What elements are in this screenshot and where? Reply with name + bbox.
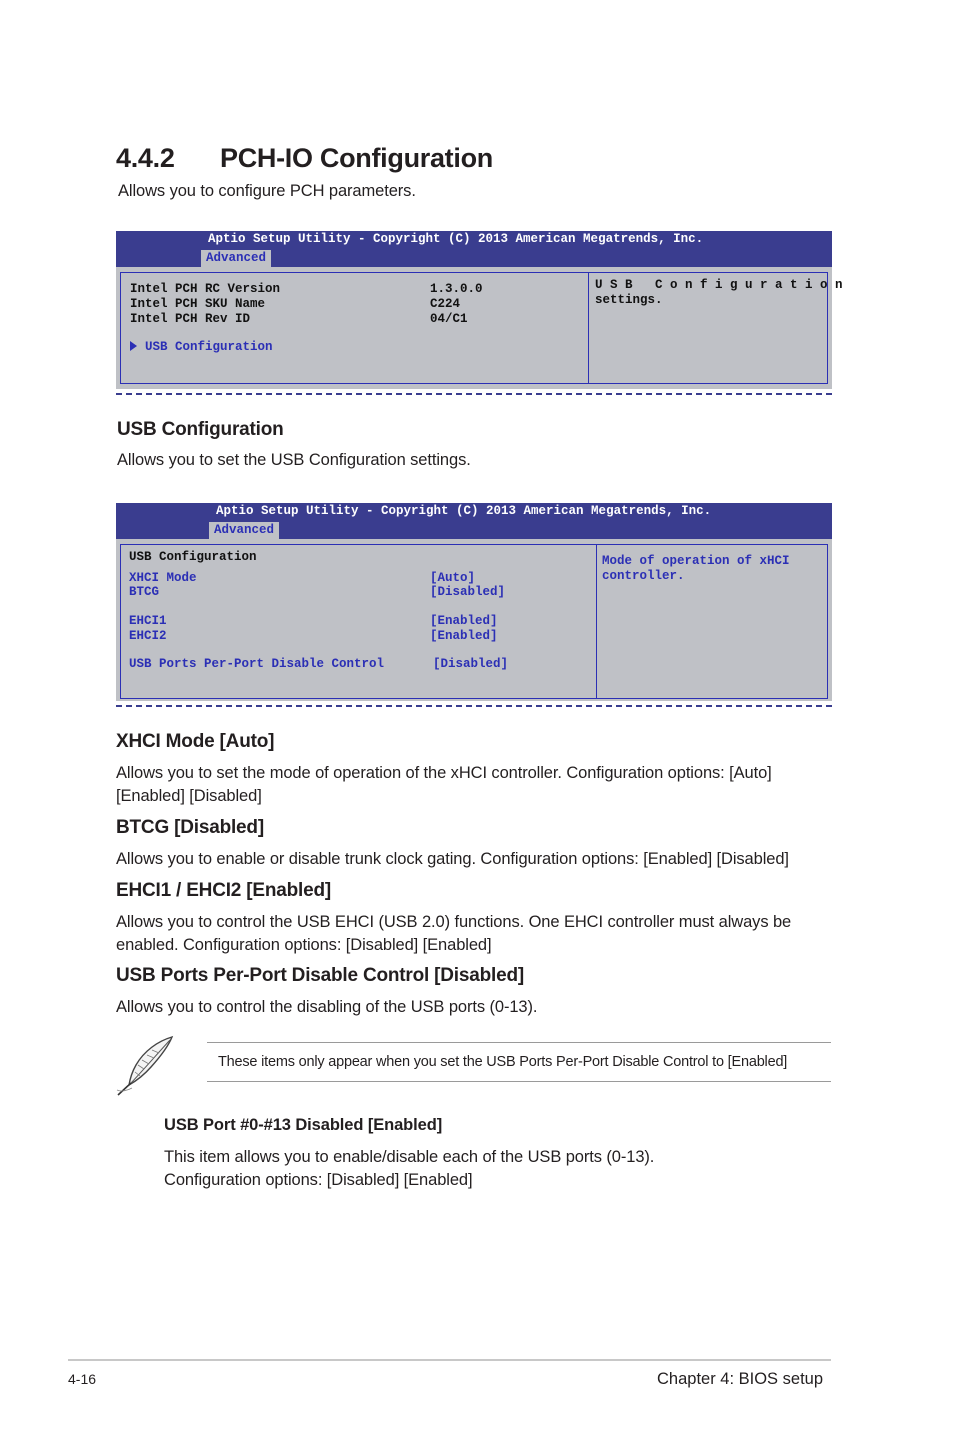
bios-body xyxy=(116,539,832,701)
pch-rc-version-value: 1.3.0.0 xyxy=(430,282,483,296)
btcg-heading: BTCG [Disabled] xyxy=(116,817,264,838)
usb-port-line2: Configuration options: [Disabled] [Enabled] xyxy=(164,1171,473,1189)
ehci-heading: EHCI1 / EHCI2 [Enabled] xyxy=(116,880,331,901)
ehci2-value[interactable]: [Enabled] xyxy=(430,629,498,643)
feather-quill-icon xyxy=(114,1035,176,1097)
usb-port-heading: USB Port #0-#13 Disabled [Enabled] xyxy=(164,1116,443,1134)
help-text: U S B C o n f i g u r a t i o n settings. xyxy=(595,278,843,307)
tab-advanced[interactable]: Advanced xyxy=(209,522,279,539)
bios-body xyxy=(116,267,843,389)
bios-header xyxy=(116,231,832,267)
page-number: 4-16 xyxy=(68,1371,97,1387)
ehci-text: Allows you to control the USB EHCI (USB 2.0) functions. One EHCI controller must always be enabled. Configuration options: [Disabled] [Enabled] xyxy=(116,913,792,954)
note-bottom-rule xyxy=(207,1081,831,1082)
btcg-value[interactable]: [Disabled] xyxy=(430,585,506,599)
xhci-mode-label[interactable]: XHCI Mode xyxy=(129,571,197,585)
bios-bottom-divider xyxy=(116,393,832,395)
bios-header-title: Aptio Setup Utility - Copyright (C) 2013 American Megatrends, Inc. xyxy=(208,232,704,246)
note-text: These items only appear when you set the USB Ports Per-Port Disable Control to [Enabled] xyxy=(218,1054,788,1070)
bios-main-panel xyxy=(120,272,589,384)
pch-rev-id-value: 04/C1 xyxy=(430,312,468,326)
bios-help-panel xyxy=(588,272,843,384)
pch-rc-version-label: Intel PCH RC Version xyxy=(130,282,281,296)
tab-advanced[interactable]: Advanced xyxy=(201,250,271,267)
btcg-label[interactable]: BTCG xyxy=(129,585,160,599)
bios-help-panel xyxy=(596,544,828,699)
bios-screen-usb xyxy=(116,503,832,709)
section-number: 4.4.2 xyxy=(116,143,175,173)
per-port-disable-label[interactable]: USB Ports Per-Port Disable Control xyxy=(129,657,385,671)
usb-port-line1: This item allows you to enable/disable each of the USB ports (0-13). xyxy=(164,1148,655,1166)
note-top-rule xyxy=(207,1042,831,1043)
usb-config-intro: Allows you to set the USB Configuration settings. xyxy=(117,451,471,469)
bios-screen-pch xyxy=(116,231,843,397)
btcg-text: Allows you to enable or disable trunk clock gating. Configuration options: [Enabled] [Disabled] xyxy=(116,850,789,868)
pch-sku-name-label: Intel PCH SKU Name xyxy=(130,297,266,311)
ehci1-value[interactable]: [Enabled] xyxy=(430,614,498,628)
bios-main-panel xyxy=(120,544,598,699)
xhci-mode-heading: XHCI Mode [Auto] xyxy=(116,731,275,752)
bios-header xyxy=(116,503,832,539)
bios-bottom-divider xyxy=(116,705,832,707)
usb-configuration-submenu[interactable]: USB Configuration xyxy=(145,340,273,354)
ehci2-label[interactable]: EHCI2 xyxy=(129,629,167,643)
submenu-arrow-icon xyxy=(130,341,137,351)
pch-sku-name-value: C224 xyxy=(430,297,461,311)
ehci1-label[interactable]: EHCI1 xyxy=(129,614,167,628)
bios-header-title: Aptio Setup Utility - Copyright (C) 2013 American Megatrends, Inc. xyxy=(216,504,712,518)
xhci-mode-value[interactable]: [Auto] xyxy=(430,571,476,585)
per-port-text: Allows you to control the disabling of the USB ports (0-13). xyxy=(116,998,538,1016)
per-port-heading: USB Ports Per-Port Disable Control [Disabled] xyxy=(116,965,525,986)
usb-config-heading: USB Configuration xyxy=(117,419,284,440)
section-intro: Allows you to configure PCH parameters. xyxy=(118,182,416,200)
usb-config-title: USB Configuration xyxy=(129,550,257,564)
help-text: Mode of operation of xHCI controller. xyxy=(602,554,790,583)
per-port-disable-value[interactable]: [Disabled] xyxy=(433,657,509,671)
footer-rule xyxy=(68,1359,831,1361)
pch-rev-id-label: Intel PCH Rev ID xyxy=(130,312,251,326)
xhci-mode-text: Allows you to set the mode of operation of the xHCI controller. Configuration options: [Auto] [Enabled] [Disabled] xyxy=(116,764,772,805)
chapter-label: Chapter 4: BIOS setup xyxy=(657,1370,824,1388)
section-title: PCH-IO Configuration xyxy=(220,143,493,173)
